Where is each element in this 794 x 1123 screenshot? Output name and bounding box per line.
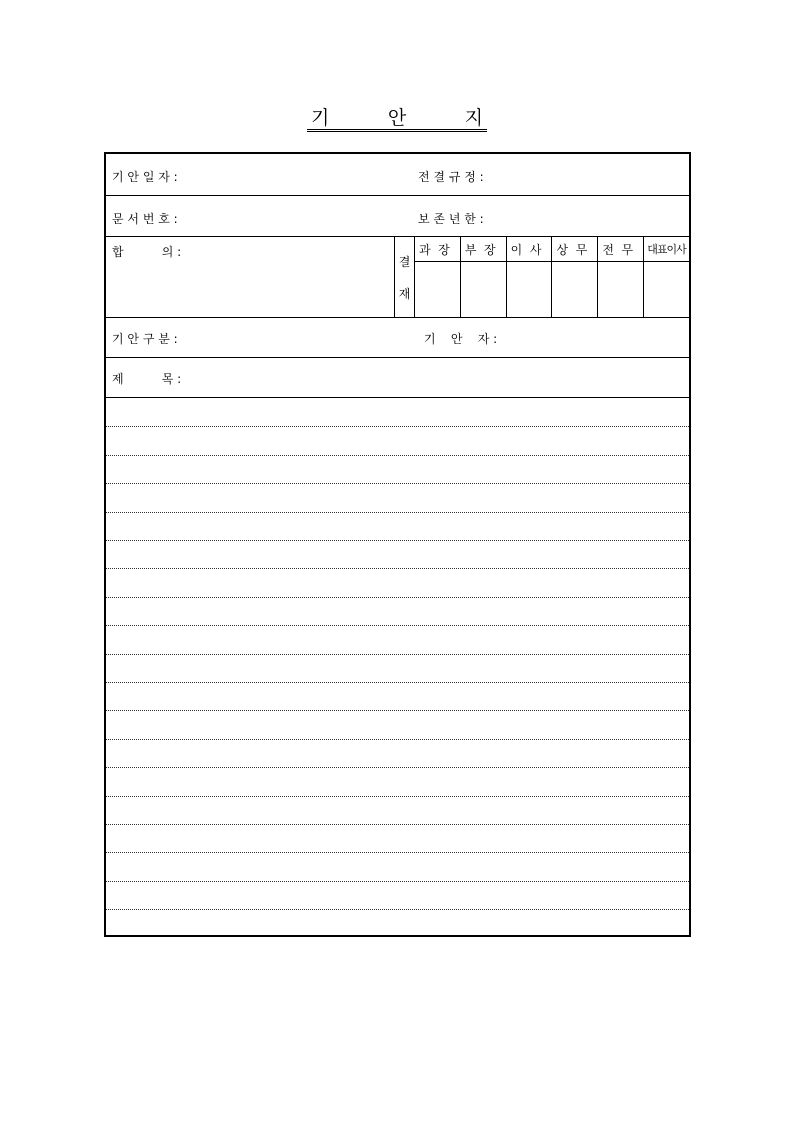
ruled-line	[106, 909, 689, 910]
ruled-line	[106, 455, 689, 456]
approver-column	[644, 237, 689, 317]
doc-number-label: 문 서 번 호 :	[112, 212, 178, 226]
retention-label: 보 존 년 한 :	[418, 212, 484, 226]
approver-title: 전 무	[598, 237, 643, 262]
signature-box[interactable]	[552, 262, 597, 317]
signature-box[interactable]	[644, 262, 689, 317]
title-char-3: 지	[464, 107, 483, 129]
approval-side-label	[395, 237, 415, 317]
ruled-line	[106, 654, 689, 655]
consultation-label: 합 의 :	[112, 245, 182, 259]
approver-column	[552, 237, 598, 317]
approver-column	[415, 237, 461, 317]
row-doc-number	[106, 196, 689, 237]
signature-box[interactable]	[415, 262, 460, 317]
row-subject	[106, 358, 689, 398]
approver-column	[507, 237, 553, 317]
approval-rule-label: 전 결 규 정 :	[418, 170, 484, 184]
approver-title: 상 무	[552, 237, 597, 262]
approver-title: 과 장	[415, 237, 460, 262]
ruled-line	[106, 710, 689, 711]
ruled-line	[106, 796, 689, 797]
title-char-1: 기	[311, 107, 330, 129]
ruled-line	[106, 682, 689, 683]
ruled-line	[106, 483, 689, 484]
document-title	[307, 104, 487, 132]
ruled-line	[106, 881, 689, 882]
body-writing-area[interactable]	[106, 398, 689, 935]
signature-box[interactable]	[507, 262, 552, 317]
signature-box[interactable]	[461, 262, 506, 317]
approver-column	[598, 237, 644, 317]
approver-columns	[415, 237, 689, 317]
row-consultation-approval	[106, 237, 689, 318]
title-char-2: 안	[387, 107, 407, 129]
draft-type-label: 기 안 구 분 :	[112, 332, 178, 346]
ruled-line	[106, 597, 689, 598]
ruled-line	[106, 739, 689, 740]
signature-box[interactable]	[598, 262, 643, 317]
ruled-line	[106, 767, 689, 768]
draft-form	[104, 152, 691, 937]
approver-title: 이 사	[507, 237, 552, 262]
ruled-line	[106, 426, 689, 427]
approval-block	[394, 237, 689, 317]
ruled-line	[106, 568, 689, 569]
ruled-line	[106, 852, 689, 853]
draft-date-label: 기 안 일 자 :	[112, 170, 178, 184]
approver-title: 부 장	[461, 237, 506, 262]
subject-label: 제 목 :	[112, 372, 182, 386]
row-draft-date	[106, 154, 689, 196]
ruled-line	[106, 540, 689, 541]
drafter-label: 기 안 자 :	[424, 332, 498, 346]
row-draft-type	[106, 318, 689, 358]
approver-title: 대표이사	[644, 237, 689, 262]
ruled-line	[106, 625, 689, 626]
ruled-line	[106, 512, 689, 513]
approval-side-char-1: 결	[398, 254, 411, 269]
ruled-line	[106, 824, 689, 825]
approver-column	[461, 237, 507, 317]
approval-side-char-2: 재	[398, 286, 411, 301]
